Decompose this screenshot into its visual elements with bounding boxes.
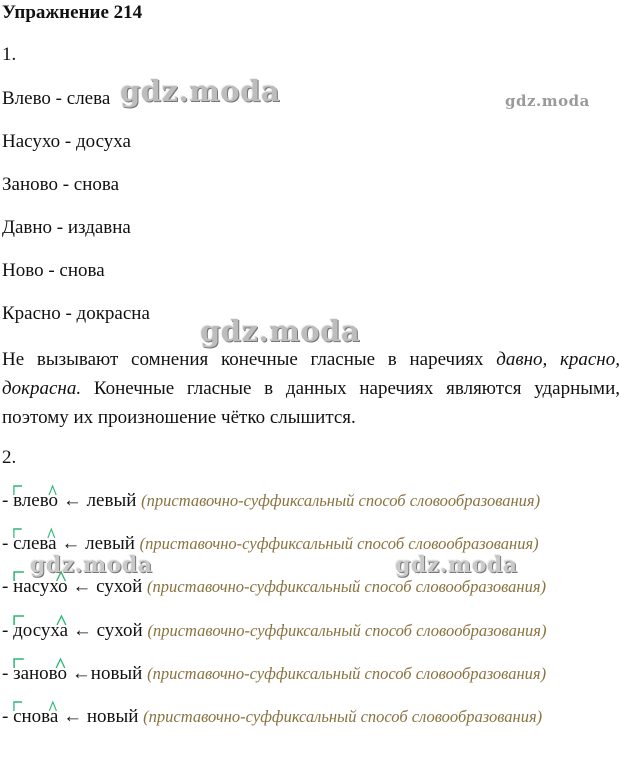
watermark: gdz.moda bbox=[505, 92, 590, 110]
derived-word bbox=[13, 576, 68, 598]
word-pair: Заново - снова bbox=[2, 174, 120, 195]
source-word: ← левый bbox=[56, 533, 140, 554]
watermark: gdz.moda bbox=[200, 314, 361, 348]
paragraph-text: Конечные гласные в данных наречиях являются ударными, поэтому их произношение чётко слышится. bbox=[2, 378, 620, 428]
derivation-row bbox=[2, 706, 542, 728]
method-note: (приставочно-суффиксальный способ словообразования) bbox=[147, 577, 546, 596]
dash: - bbox=[2, 576, 14, 597]
morpheme-mark-icon bbox=[13, 484, 58, 496]
derivation-row bbox=[2, 576, 546, 598]
dash: - bbox=[2, 620, 14, 641]
source-word: ← сухой bbox=[68, 620, 148, 641]
word-pair: Давно - издавна bbox=[2, 217, 131, 238]
derived-word bbox=[13, 490, 58, 512]
derivation-row bbox=[2, 620, 546, 642]
derived-word bbox=[13, 620, 68, 642]
derived-word-text: заново bbox=[13, 663, 68, 684]
derived-word bbox=[13, 663, 67, 685]
source-word: ← сухой bbox=[67, 576, 148, 597]
source-word: ← левый bbox=[58, 490, 142, 511]
paragraph-italic-words: давно, красно, докрасна. bbox=[2, 349, 620, 399]
derivation-row bbox=[2, 663, 546, 685]
morpheme-mark-icon bbox=[13, 657, 67, 669]
watermark: gdz.moda bbox=[395, 552, 518, 578]
method-note: (приставочно-суффиксальный способ словообразования) bbox=[141, 491, 541, 510]
morpheme-mark-icon bbox=[13, 700, 58, 712]
derived-word bbox=[13, 706, 58, 728]
dash: - bbox=[2, 490, 14, 511]
derived-word-text: снова bbox=[13, 706, 59, 727]
morpheme-mark-icon bbox=[13, 527, 57, 539]
derived-word-text: насухо bbox=[13, 576, 68, 597]
method-note: (приставочно-суффиксальный способ словообразования) bbox=[139, 534, 539, 553]
exercise-title: Упражнение 214 bbox=[2, 2, 143, 23]
derived-word-text: слева bbox=[13, 533, 57, 554]
part1-number: 1. bbox=[2, 44, 17, 65]
word-pair: Красно - докрасна bbox=[2, 303, 150, 324]
watermark: gdz.moda bbox=[120, 74, 281, 108]
morpheme-mark-icon bbox=[13, 614, 68, 626]
method-note: (приставочно-суффиксальный способ словообразования) bbox=[143, 707, 543, 726]
part2-number: 2. bbox=[2, 447, 17, 468]
derivation-row bbox=[2, 490, 540, 512]
word-pair: Влево - слева bbox=[2, 88, 111, 109]
explanation-paragraph bbox=[2, 345, 620, 432]
word-pair: Ново - снова bbox=[2, 260, 105, 281]
word-pair: Насухо - досуха bbox=[2, 131, 131, 152]
derived-word-text: досуха bbox=[13, 620, 69, 641]
paragraph-text: Не вызывают сомнения конечные гласные в наречиях bbox=[2, 349, 497, 370]
dash: - bbox=[2, 533, 14, 554]
watermark: gdz.moda bbox=[30, 552, 153, 578]
source-word: ←новый bbox=[67, 663, 148, 684]
derived-word-text: влево bbox=[13, 490, 59, 511]
source-word: ← новый bbox=[58, 706, 144, 727]
method-note: (приставочно-суффиксальный способ словообразования) bbox=[147, 664, 547, 683]
dash: - bbox=[2, 663, 14, 684]
dash: - bbox=[2, 706, 14, 727]
method-note: (приставочно-суффиксальный способ словообразования) bbox=[147, 621, 547, 640]
